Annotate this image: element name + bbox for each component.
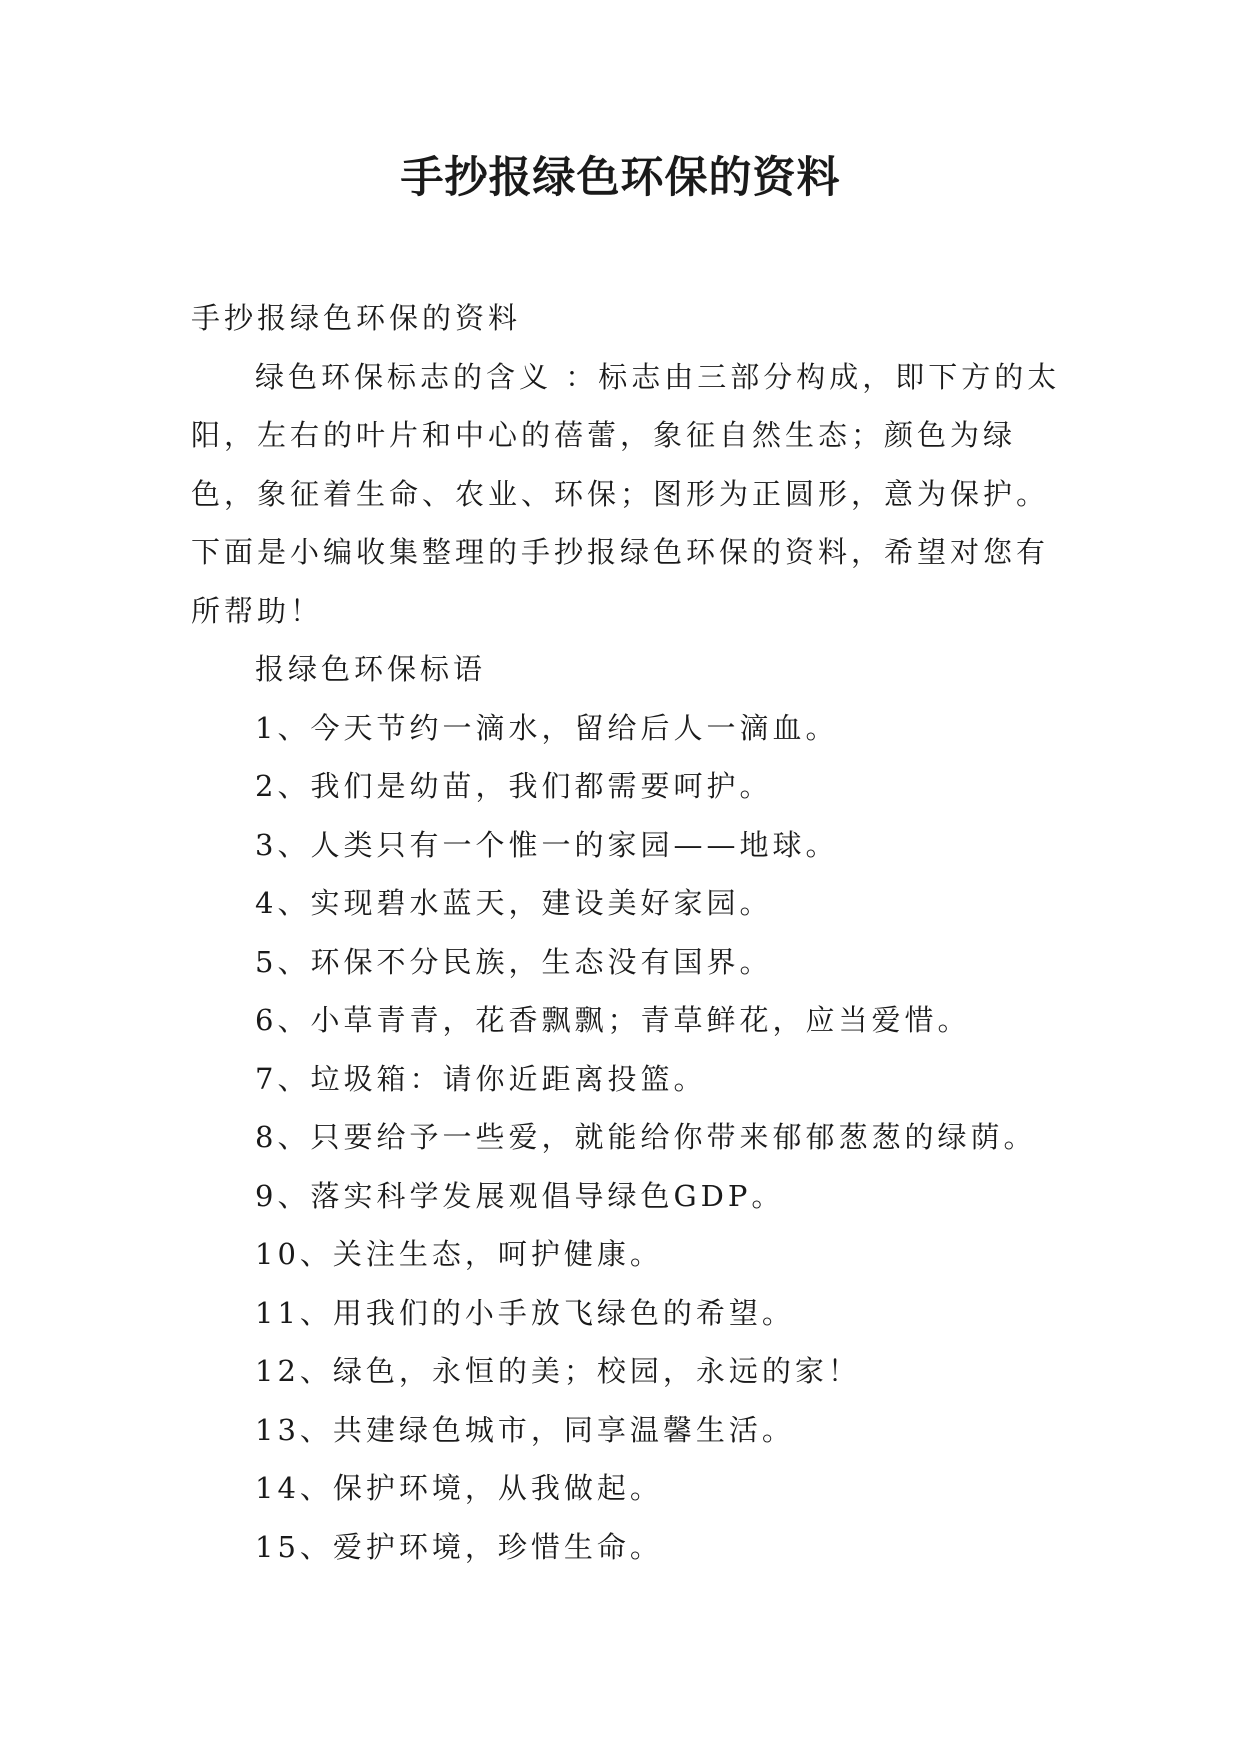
list-item: 6、小草青青，花香飘飘；青草鲜花，应当爱惜。 — [255, 1003, 971, 1037]
document-body — [191, 289, 1071, 1576]
list-item: 7、垃圾箱：请你近距离投篮。 — [255, 1061, 707, 1096]
document-subtitle: 手抄报绿色环保的资料 — [191, 301, 522, 335]
list-item: 3、人类只有一个惟一的家园——地球。 — [255, 827, 839, 862]
list-item: 14、保护环境，从我做起。 — [255, 1471, 663, 1505]
list-item: 10、关注生态，呵护健康。 — [255, 1237, 663, 1271]
intro-paragraph: 绿色环保标志的含义 ：标志由三部分构成，即下方的太阳，左右的叶片和中心的蓓蕾，象征自然生态；颜色为绿色，象征着生命、农业、环保；图形为正圆形，意为保护。下面是小编收集整理的手抄报绿色环保的资料，希望对您有所帮助！ — [191, 359, 1061, 628]
list-item: 12、绿色，永恒的美；校园，永远的家！ — [255, 1354, 861, 1388]
list-item: 8、只要给予一些爱，就能给你带来郁郁葱葱的绿荫。 — [255, 1120, 1037, 1154]
list-item: 1、今天节约一滴水，留给后人一滴血。 — [255, 710, 839, 745]
list-item: 13、共建绿色城市，同享温馨生活。 — [255, 1412, 795, 1447]
list-item: 2、我们是幼苗，我们都需要呵护。 — [255, 769, 773, 803]
list-item: 5、环保不分民族，生态没有国界。 — [255, 944, 773, 979]
list-item: 9、落实科学发展观倡导绿色GDP。 — [255, 1178, 785, 1213]
section-heading: 报绿色环保标语 — [255, 652, 487, 686]
slogan-list — [191, 699, 1071, 1577]
list-item: 15、爱护环境，珍惜生命。 — [255, 1529, 663, 1564]
document-title: 手抄报绿色环保的资料 — [400, 153, 841, 203]
list-item: 11、用我们的小手放飞绿色的希望。 — [255, 1295, 795, 1330]
list-item: 4、实现碧水蓝天，建设美好家园。 — [255, 886, 773, 920]
